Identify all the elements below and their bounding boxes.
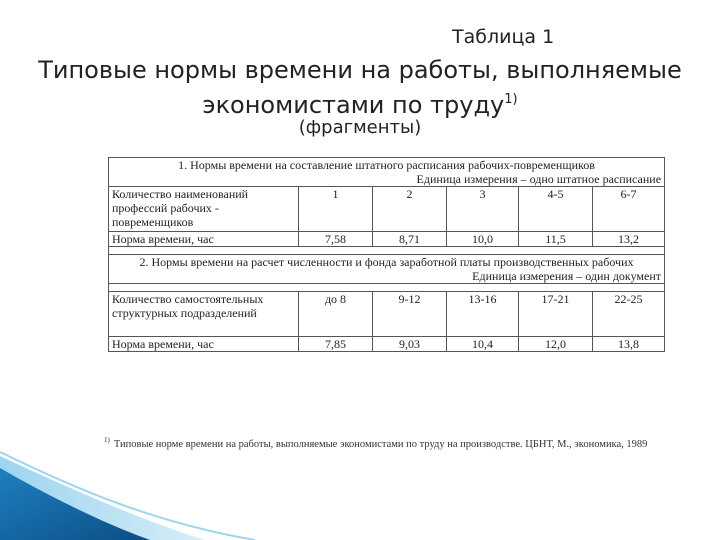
section1-norm-row [109, 232, 665, 247]
table-number-label: Таблица 1 [452, 26, 555, 48]
table-cell: 3 [447, 187, 519, 232]
section2-header-cell [109, 255, 665, 284]
footnote-marker: 1) [104, 436, 110, 444]
section1-norm-label: Норма времени, час [109, 232, 299, 247]
table-cell: 11,5 [519, 232, 593, 247]
table-cell: до 8 [299, 292, 373, 337]
table-cell: 6-7 [593, 187, 665, 232]
table-cell: 4-5 [519, 187, 593, 232]
section1-unit: Единица измерения – одно штатное расписание [416, 172, 662, 186]
scanned-table-block [108, 157, 664, 352]
table-cell: 7,85 [299, 337, 373, 352]
table-cell: 9-12 [373, 292, 447, 337]
table-cell: 1 [299, 187, 373, 232]
section2-norm-row [109, 337, 665, 352]
slide-title [0, 56, 720, 120]
section1-count-row [109, 187, 665, 232]
table-cell: 10,0 [447, 232, 519, 247]
norms-table [108, 157, 665, 352]
section1-count-label: Количество наименований профессий рабочих - повременщиков [109, 187, 299, 232]
table-cell: 8,71 [373, 232, 447, 247]
table-cell: 12,0 [519, 337, 593, 352]
table-cell: 13,2 [593, 232, 665, 247]
table-cell: 10,4 [447, 337, 519, 352]
title-line-1: Типовые нормы времени на работы, выполняемые [38, 56, 682, 84]
table-cell: 17-21 [519, 292, 593, 337]
section1-heading: 1. Нормы времени на составление штатного расписания рабочих-повременщиков [178, 158, 595, 172]
table-cell: 9,03 [373, 337, 447, 352]
section2-count-label: Количество самостоятельных структурных подразделений [109, 292, 299, 337]
slide-subtitle: (фрагменты) [298, 117, 422, 138]
section1-header-row [109, 158, 665, 187]
table-cell: 22-25 [593, 292, 665, 337]
title-footnote-mark: 1) [504, 92, 518, 107]
section2-heading: 2. Нормы времени на расчет численности и фонда заработной платы производственных рабочих [139, 255, 634, 269]
section2-unit: Единица измерения – один документ [472, 269, 662, 283]
table-cell: 13-16 [447, 292, 519, 337]
section2-header-row [109, 255, 665, 284]
section2-norm-label: Норма времени, час [109, 337, 299, 352]
footnote-text: Типовые норме времени на работы, выполняемые экономистами по труду на производстве. ЦБНТ, М., экономика, 1989 [113, 439, 648, 450]
section2-count-row [109, 292, 665, 337]
table-cell: 7,58 [299, 232, 373, 247]
section-gap-row [109, 247, 665, 255]
table-cell: 13,8 [593, 337, 665, 352]
section-gap [109, 284, 665, 292]
title-line-2: экономистами по труду [202, 91, 505, 119]
section1-header-cell [109, 158, 665, 187]
section-gap [109, 247, 665, 255]
section-gap-row [109, 284, 665, 292]
table-cell: 2 [373, 187, 447, 232]
decorative-corner-swoosh [0, 450, 260, 540]
